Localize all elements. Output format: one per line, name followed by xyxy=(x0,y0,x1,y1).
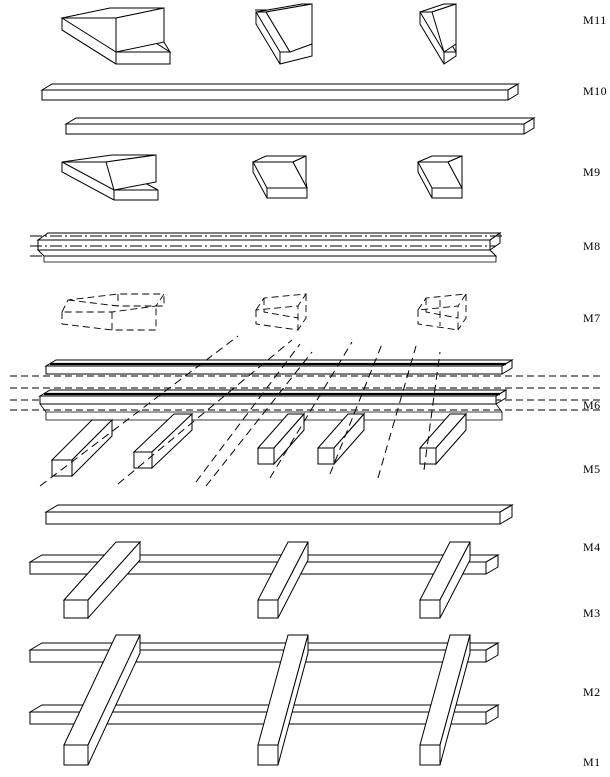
layer-label-m6: M6 xyxy=(583,398,601,412)
layer-m6-group xyxy=(10,360,600,420)
layer-m11-group xyxy=(62,4,456,64)
layer-label-m7: M7 xyxy=(583,311,601,325)
layer-m3-group xyxy=(30,542,498,618)
layer-m9-group xyxy=(62,155,462,200)
layer-label-m1: M1 xyxy=(583,755,601,769)
layer-label-m5: M5 xyxy=(583,462,601,476)
layer-label-m9: M9 xyxy=(583,165,601,179)
layer-m5-group xyxy=(40,336,466,486)
layer-label-m11: M11 xyxy=(583,13,607,27)
layer-label-m3: M3 xyxy=(583,606,601,620)
layer-label-m10: M10 xyxy=(583,84,608,98)
layer-m7-group xyxy=(62,294,466,330)
layer-label-m2: M2 xyxy=(583,685,601,699)
layer-m10-group xyxy=(42,84,534,134)
layer-label-m8: M8 xyxy=(583,239,601,253)
layer-m2-group xyxy=(30,643,498,662)
layer-label-m4: M4 xyxy=(583,540,601,554)
layer-m8-group xyxy=(30,233,502,262)
layer-m4-group xyxy=(46,505,512,524)
